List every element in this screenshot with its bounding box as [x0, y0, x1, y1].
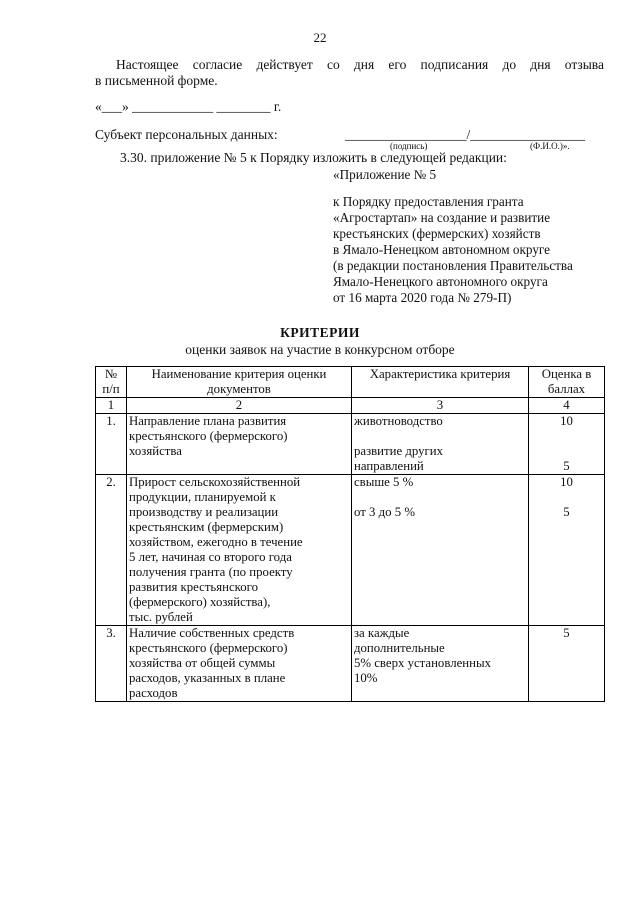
appendix-line: «Агростартап» на создание и развитие [333, 210, 551, 225]
appendix-line: от 16 марта 2020 года № 279-П) [333, 290, 512, 305]
header-characteristic: Характеристика критерия [352, 367, 529, 398]
criterion-characteristic: свыше 5 % от 3 до 5 % [352, 475, 529, 626]
criterion-characteristic: животноводство развитие других направлений [352, 414, 529, 475]
appendix-line: к Порядку предоставления гранта [333, 194, 524, 209]
column-number: 2 [127, 398, 352, 414]
column-number: 1 [96, 398, 127, 414]
criterion-score: 5 [529, 626, 605, 702]
table-row [96, 414, 605, 475]
criteria-heading: КРИТЕРИИ [280, 325, 360, 340]
criterion-characteristic: за каждые дополнительные 5% сверх установленных 10% [352, 626, 529, 702]
consent-text-line2: в письменной форме. [95, 73, 218, 88]
appendix-line: (в редакции постановления Правительства [333, 258, 573, 273]
signature-blank: __________________/_________________ [345, 127, 586, 142]
header-number: № п/п [96, 367, 127, 398]
header-criterion-name: Наименование критерия оценки документов [127, 367, 352, 398]
appendix-line: Ямало-Ненецкого автономного округа [333, 274, 548, 289]
column-number: 4 [529, 398, 605, 414]
date-line: «___» ____________ ________ г. [95, 99, 282, 114]
consent-text-line1: Настоящее согласие действует со дня его подписания до дня отзыва [116, 57, 604, 72]
row-number: 2. [96, 475, 127, 626]
table-header-row [96, 367, 605, 398]
criterion-name: Направление плана развития крестьянского (фермерского) хозяйства [127, 414, 352, 475]
criterion-name: Прирост сельскохозяйственной продукции, планируемой к производству и реализации крестьянским (фермерским) хозяйством, ежегодно в течение 5 лет, начиная со второго года получения гранта (по проекту развития крестьянского (фермерского) хозяйства), тыс. рублей [127, 475, 352, 626]
criterion-score: 10 5 [529, 475, 605, 626]
criteria-subheading: оценки заявок на участие в конкурсном отборе [185, 342, 455, 357]
column-number: 3 [352, 398, 529, 414]
column-number-row [96, 398, 605, 414]
appendix-line: в Ямало-Ненецком автономном округе [333, 242, 550, 257]
row-number: 3. [96, 626, 127, 702]
criteria-table [95, 366, 605, 702]
page-number: 22 [313, 30, 327, 45]
fio-caption: (Ф.И.О.)». [530, 141, 570, 151]
header-score: Оценка в баллах [529, 367, 605, 398]
criterion-name: Наличие собственных средств крестьянского (фермерского) хозяйства от общей суммы расходов, указанных в плане расходов [127, 626, 352, 702]
table-row [96, 475, 605, 626]
table-row [96, 626, 605, 702]
signature-caption: (подпись) [390, 141, 428, 151]
item-3-30: 3.30. приложение № 5 к Порядку изложить в следующей редакции: [120, 150, 507, 165]
appendix-line: крестьянских (фермерских) хозяйств [333, 226, 541, 241]
row-number: 1. [96, 414, 127, 475]
appendix-title: «Приложение № 5 [333, 167, 437, 182]
criterion-score: 10 5 [529, 414, 605, 475]
subject-label: Субъект персональных данных: [95, 127, 278, 142]
